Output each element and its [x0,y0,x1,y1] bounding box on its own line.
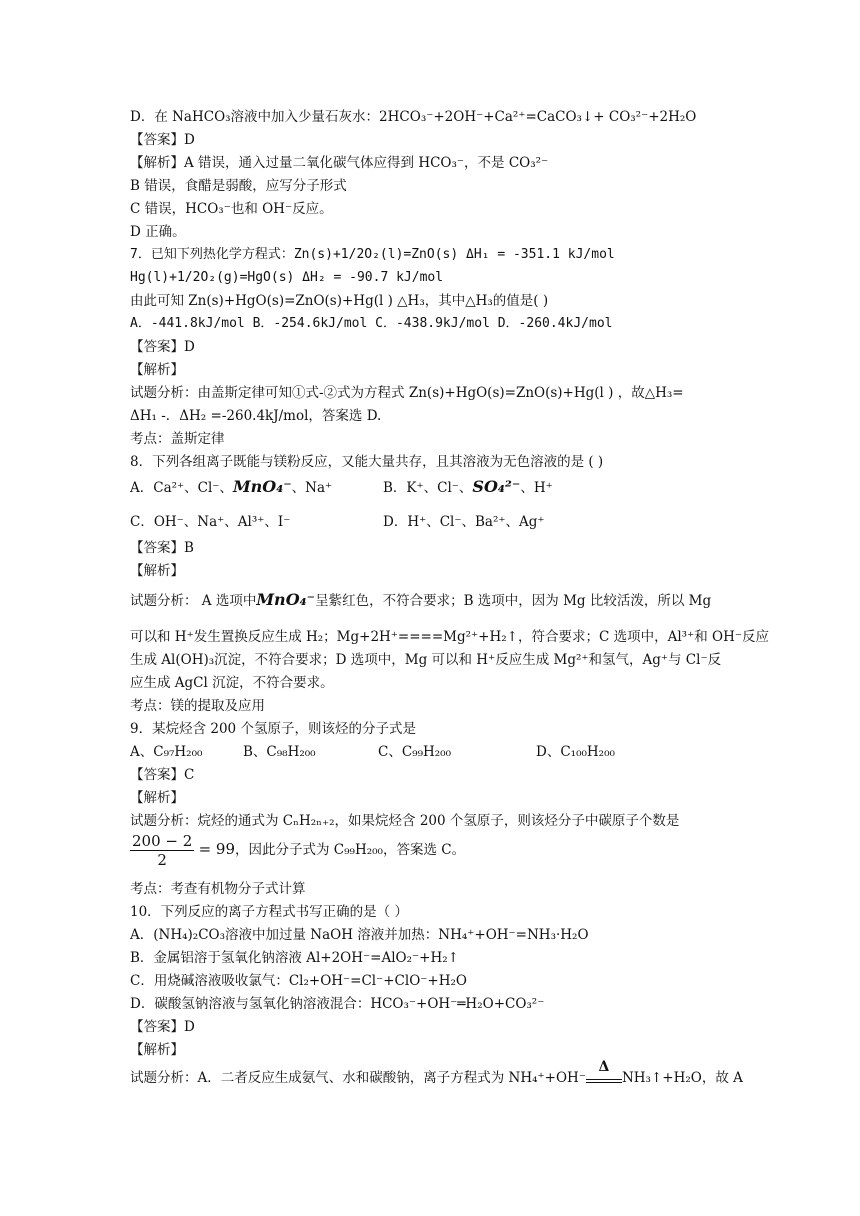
text-line: 【解析】 [130,362,184,378]
text-line: 10．下列反应的离子方程式书写正确的是（ ） [130,904,408,920]
text-line: 【解析】 [130,563,184,579]
text-line: 【答案】D [130,1019,195,1035]
text-line: 试题分析：由盖斯定律可知①式-②式为方程式 Zn(s)+HgO(s)=ZnO(s)+Hg(l ) ，故△H₃= [130,385,684,401]
text-line: Hg(l)+1/2O₂(g)=HgO(s) ΔH₂ = -90.7 kJ/mol [130,270,444,285]
text-line: C．用烧碱溶液吸收氯气：Cl₂+OH⁻=Cl⁻+ClO⁻+H₂O [130,973,467,989]
q8-option-b-ion: SO₄²⁻ [472,477,521,496]
q9-option-b: B、C₉₈H₂₀₀ [243,744,316,760]
text-line: 考点：镁的提取及应用 [130,698,265,714]
text-line: A．(NH₄)₂CO₃溶液中加过量 NaOH 溶液并加热：NH₄⁺+OH⁻=NH₃·H₂O [130,927,589,943]
text-line: 【解析】 [130,790,184,806]
q8-analysis-tail: 呈紫红色，不符合要求；B 选项中，因为 Mg 比较活泼，所以 Mg [315,593,712,609]
q8-option-c: C．OH⁻、Na⁺、Al³⁺、I⁻ [130,514,291,530]
text-line: 可以和 H⁺发生置换反应生成 H₂；Mg+2H⁺====Mg²⁺+H₂↑，符合要求；C 选项中，Al³⁺和 OH⁻反应 [130,629,769,645]
q8-option-a-ion: MnO₄⁻ [232,477,292,496]
text-line: 【答案】B [130,540,194,556]
q9-option-c: C、C₉₉H₂₀₀ [378,744,451,760]
q10-analysis-tail: NH₃↑+H₂O，故 A [621,1070,743,1086]
text-line: A．-441.8kJ/mol B．-254.6kJ/mol C．-438.9kJ/mol D．-260.4kJ/mol [130,316,613,331]
q8-option-b: B．K⁺、Cl⁻、 [383,480,473,496]
text-line: 试题分析：烷烃的通式为 CₙH₂ₙ₊₂，如果烷烃含 200 个氢原子，则该烃分子中碳原子个数是 [130,813,680,829]
heat-symbol: Δ [598,1059,610,1075]
text-line: 【答案】D [130,339,195,355]
heat-arrow [586,1059,622,1087]
q10-analysis-head: 试题分析：A．二者反应生成氨气、水和碳酸钠，离子方程式为 NH₄⁺+OH⁻ [130,1070,586,1086]
q8-option-b-tail: 、H⁺ [520,480,553,496]
text-line: 【解析】A 错误，通入过量二氧化碳气体应得到 HCO₃⁻，不是 CO₃²⁻ [130,155,549,171]
q9-fraction-numerator: 200 − 2 [132,832,193,850]
q9-option-a: A、C₉₇H₂₀₀ [130,744,203,760]
text-line: 【解析】 [130,1042,184,1058]
q8-options-row-1 [130,478,332,497]
text-line: 【答案】C [130,767,195,783]
q9-fraction-tail: ，因此分子式为 C₉₉H₂₀₀，答案选 C。 [235,842,466,858]
text-line: 8．下列各组离子既能与镁粉反应，又能大量共存，且其溶液为无色溶液的是 ( ) [130,454,604,470]
text-line: C 错误，HCO₃⁻也和 OH⁻反应。 [130,201,333,217]
q8-analysis-line [130,591,711,610]
text-line: D 正确。 [130,224,186,240]
text-line: D．在 NaHCO₃溶液中加入少量石灰水：2HCO₃⁻+2OH⁻+Ca²⁺=CaCO₃↓+ CO₃²⁻+2H₂O [130,109,697,125]
text-line: 9．某烷烃含 200 个氢原子，则该烃的分子式是 [130,721,416,737]
text-line: D．碳酸氢钠溶液与氢氧化钠溶液混合：HCO₃⁻+OH⁻═H₂O+CO₃²⁻ [130,996,545,1012]
q9-fraction [130,832,194,869]
q8-option-d: D．H⁺、Cl⁻、Ba²⁺、Ag⁺ [383,514,545,530]
q9-fraction-result: = 99 [198,840,236,858]
q10-analysis-line [130,1059,743,1087]
text-line: 【答案】D [130,132,195,148]
q9-option-d: D、C₁₀₀H₂₀₀ [536,744,615,760]
q8-analysis-head: 试题分析： A 选项中 [130,593,257,609]
q8-option-a: A．Ca²⁺、Cl⁻、 [130,480,233,496]
q9-fraction-line [130,832,465,869]
text-line: 生成 Al(OH)₃沉淀，不符合要求；D 选项中，Mg 可以和 H⁺反应生成 Mg²⁺和氢气，Ag⁺与 Cl⁻反 [130,652,722,668]
q8-analysis-ion: MnO₄⁻ [256,590,316,609]
text-line: B 错误，食醋是弱酸，应写分子形式 [130,178,347,194]
text-line: 应生成 AgCl 沉淀，不符合要求。 [130,675,334,691]
text-line: 7．已知下列热化学方程式：Zn(s)+1/2O₂(l)=ZnO(s) ΔH₁ = -351.1 kJ/mol [130,247,615,262]
q9-fraction-denominator: 2 [157,851,167,869]
q8-options-row-1-right [383,478,553,497]
q8-option-a-tail: 、Na⁺ [291,480,333,496]
text-line: 考点：考查有机物分子式计算 [130,881,306,897]
text-line: ΔH₁ -．ΔH₂ =-260.4kJ/mol，答案选 D. [130,408,382,424]
text-line: 由此可知 Zn(s)+HgO(s)=ZnO(s)+Hg(l ) △H₃，其中△H₃的值是( ) [130,293,549,309]
text-line: B．金属铝溶于氢氧化钠溶液 Al+2OH⁻=AlO₂⁻+H₂↑ [130,950,459,966]
text-line: 考点：盖斯定律 [130,431,225,447]
